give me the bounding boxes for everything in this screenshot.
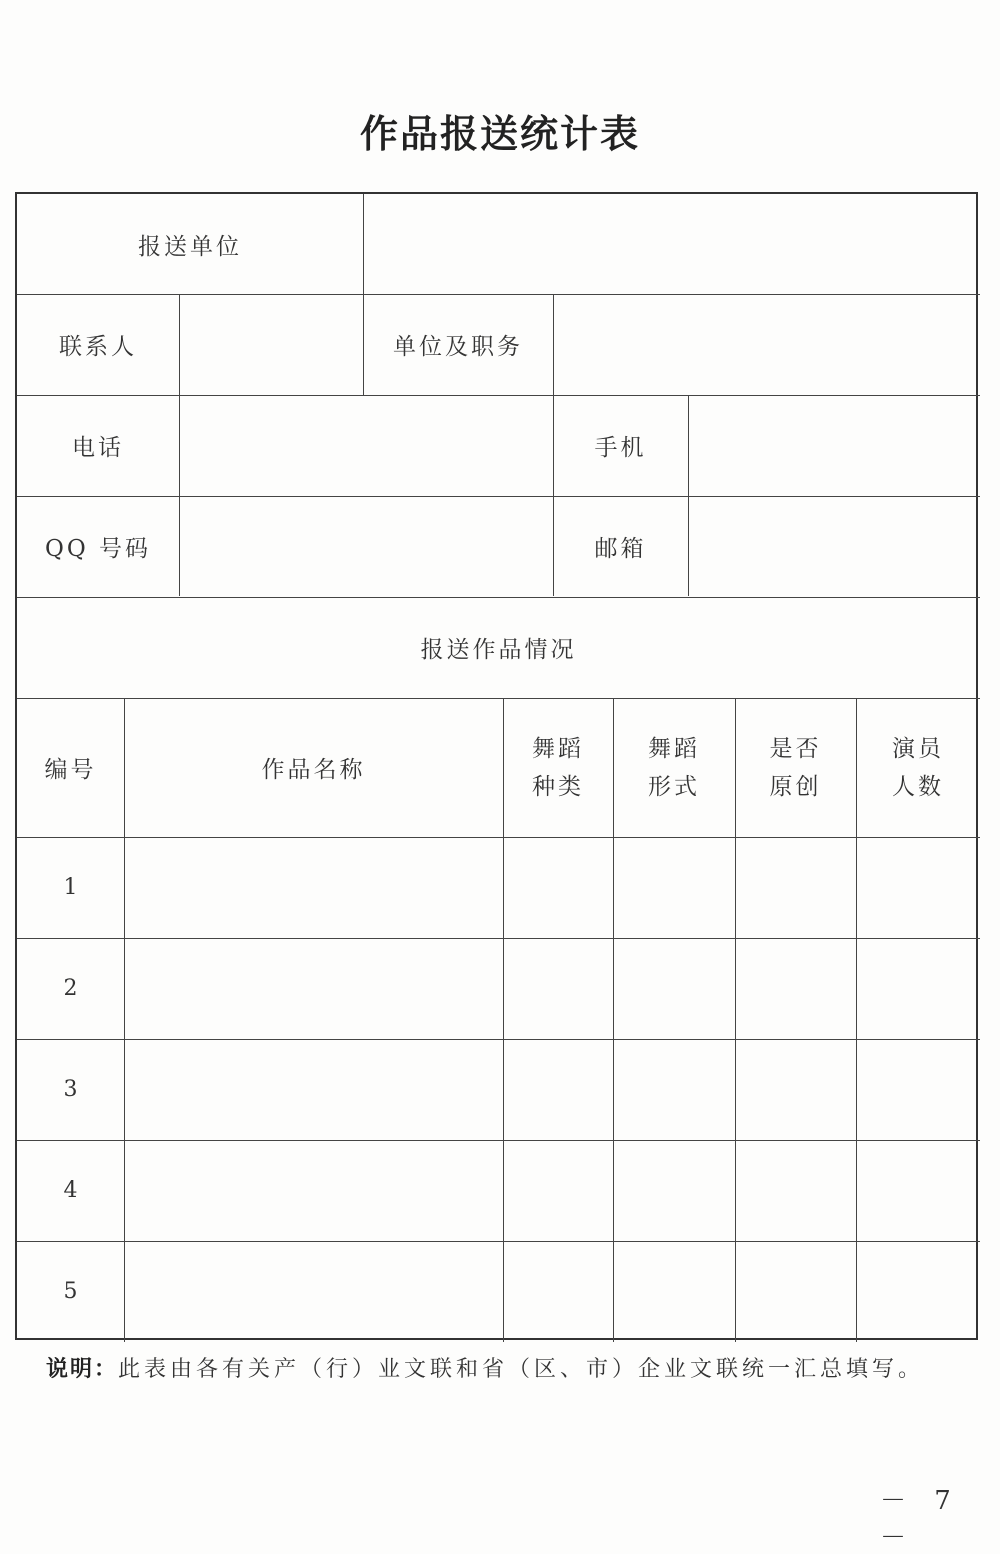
header-work-name: 作品名称 [261, 757, 366, 783]
note-text: 此表由各有关产（行）业文联和省（区、市）企业文联统一汇总填写。 [118, 1357, 925, 1382]
phone-field[interactable] [179, 395, 553, 496]
submission-form-table [15, 192, 978, 1340]
unit-label: 报送单位 [138, 233, 242, 260]
header-performers [856, 698, 980, 837]
works-section-heading: 报送作品情况 [420, 637, 577, 663]
header-dance-form [613, 698, 735, 837]
header-number: 编号 [44, 757, 97, 783]
header-original [735, 698, 856, 837]
unit-position-field[interactable] [553, 294, 980, 395]
mobile-label: 手机 [594, 435, 647, 461]
unit-position-label: 单位及职务 [393, 334, 523, 360]
row-number: 3 [63, 1077, 78, 1102]
email-field[interactable] [688, 496, 980, 597]
header-dance-category-line1: 舞蹈 [532, 735, 584, 762]
phone-label: 电话 [72, 435, 124, 461]
contact-field[interactable] [179, 294, 363, 395]
header-dance-category-line2: 种类 [532, 773, 584, 800]
unit-field[interactable] [363, 194, 980, 294]
note-label: 说明： [46, 1356, 119, 1382]
header-original-line2: 原创 [769, 773, 822, 800]
header-dance-form-line2: 形式 [648, 773, 700, 800]
page-number: － 7 － [880, 1486, 961, 1553]
contact-label: 联系人 [59, 334, 137, 360]
header-original-line1: 是否 [769, 735, 822, 762]
header-performers-line1: 演员 [892, 735, 944, 762]
note [46, 1352, 924, 1383]
row-number: 4 [63, 1178, 78, 1203]
header-dance-category [503, 698, 613, 837]
row-number: 5 [63, 1279, 78, 1304]
form-title: 作品报送统计表 [359, 111, 640, 156]
email-label: 邮箱 [594, 536, 647, 562]
header-performers-line2: 人数 [892, 773, 944, 800]
qq-field[interactable] [179, 496, 553, 597]
row-number: 2 [63, 976, 78, 1001]
qq-label: QQ 号码 [44, 536, 152, 562]
header-dance-form-line1: 舞蹈 [648, 735, 700, 762]
mobile-field[interactable] [688, 395, 980, 496]
row-number: 1 [63, 875, 78, 900]
